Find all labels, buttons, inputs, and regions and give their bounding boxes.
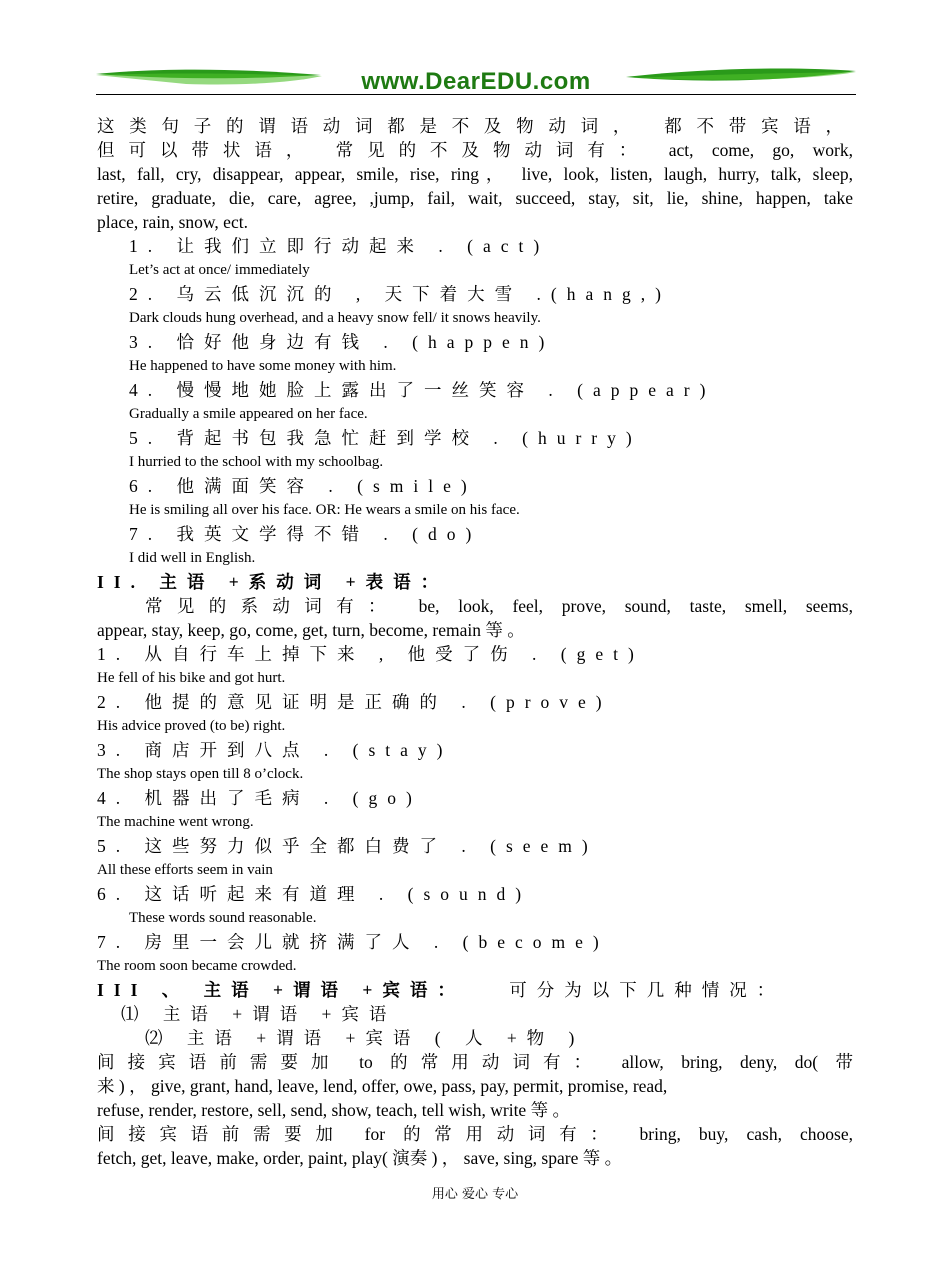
verb-list-line: refuse, render, restore, sell, send, show, teach, tell wish, write 等 。: [97, 1100, 570, 1120]
page-footer: 用心 爱心 专心: [431, 1187, 519, 1202]
exercise-question: 2. 他提的意见证明是正确的 . (prove): [97, 692, 612, 712]
verb-list-line: fetch, get, leave, make, order, paint, play( 演奏 ) ， save, sing, spare 等 。: [97, 1148, 623, 1168]
exercise-question: 5. 背起书包我急忙赶到学校 . (hurry): [129, 428, 642, 448]
exercise-answer: Let’s act at once/ immediately: [129, 262, 310, 278]
intro-line: retire, graduate, die, care, agree, ,jump, fail, wait, succeed, stay, sit, lie, shine, happen, take: [97, 188, 853, 208]
pattern-line: ⑴ 主语 +谓语 +宾语: [121, 1004, 397, 1024]
exercise-answer: The room soon became crowded.: [97, 958, 297, 974]
exercise-question: 6. 这话听起来有道理 . (sound): [97, 884, 532, 904]
header-rule: [96, 94, 856, 95]
section-heading-tail: 可分为以下几种情况：: [509, 980, 785, 1000]
pattern-line: ⑵ 主语 +谓语 +宾语 ( 人 +物 ): [145, 1028, 585, 1048]
exercise-answer: He fell of his bike and got hurt.: [97, 670, 286, 686]
exercise-answer: Gradually a smile appeared on her face.: [129, 406, 368, 422]
section-intro: appear, stay, keep, go, come, get, turn, become, remain 等 。: [97, 620, 525, 640]
section-heading: II. 主语 +系动词 +表语：: [97, 572, 449, 592]
exercise-question: 6. 他满面笑容 . (smile): [129, 476, 477, 496]
exercise-question: 4. 机器出了毛病 . (go): [97, 788, 422, 808]
exercise-answer: All these efforts seem in vain: [97, 862, 273, 878]
intro-line: 这类句子的谓语动词都是不及物动词， 都不带宾语，: [97, 116, 853, 136]
exercise-question: 1. 让我们立即行动起来 . (act): [129, 236, 550, 256]
section-heading-row: [97, 978, 853, 1002]
exercise-answer: Dark clouds hung overhead, and a heavy snow fell/ it snows heavily.: [129, 310, 541, 326]
intro-line: 但可以带状语， 常见的不及物动词有： act, come, go, work,: [97, 140, 853, 160]
exercise-answer: The machine went wrong.: [97, 814, 254, 830]
exercise-answer: These words sound reasonable.: [129, 910, 317, 926]
intro-line: place, rain, snow, ect.: [97, 212, 248, 232]
exercise-question: 3. 恰好他身边有钱 . (happen): [129, 332, 555, 352]
site-header: [96, 66, 856, 96]
exercise-question: 2. 乌云低沉沉的 , 天下着大雪 .(hang,): [129, 284, 671, 304]
exercise-answer: He is smiling all over his face. OR: He wears a smile on his face.: [129, 502, 520, 518]
exercise-question: 4. 慢慢地她脸上露出了一丝笑容 . (appear): [129, 380, 716, 400]
exercise-question: 7. 房里一会儿就挤满了人 . (become): [97, 932, 609, 952]
verb-list-line: 间接宾语前需要加 to 的常用动词有： allow, bring, deny, do( 带: [97, 1052, 853, 1072]
document-body: [97, 114, 853, 1170]
section-heading: III 、 主语 +谓语 +宾语：: [97, 980, 465, 1000]
site-logo[interactable]: www.DearEDU.com: [361, 68, 591, 95]
exercise-question: 3. 商店开到八点 . (stay): [97, 740, 453, 760]
exercise-question: 1. 从自行车上掉下来 , 他受了伤 . (get): [97, 644, 644, 664]
exercise-answer: I hurried to the school with my schoolbag.: [129, 454, 384, 470]
exercise-question: 7. 我英文学得不错 . (do): [129, 524, 482, 544]
exercise-answer: The shop stays open till 8 o’clock.: [97, 766, 304, 782]
exercise-question: 5. 这些努力似乎全都白费了 . (seem): [97, 836, 598, 856]
verb-list-line: 来 ) ， give, grant, hand, leave, lend, offer, owe, pass, pay, permit, promise, read,: [97, 1076, 668, 1096]
exercise-answer: I did well in English.: [129, 550, 256, 566]
exercise-answer: His advice proved (to be) right.: [97, 718, 286, 734]
exercise-answer: He happened to have some money with him.: [129, 358, 397, 374]
intro-line: last, fall, cry, disappear, appear, smile, rise, ring， live, look, listen, laugh, hurry, talk, sleep,: [97, 164, 853, 184]
section-intro: 常见的系动词有： be, look, feel, prove, sound, taste, smell, seems,: [145, 596, 853, 616]
verb-list-line: 间接宾语前需要加 for 的常用动词有： bring, buy, cash, choose,: [97, 1124, 853, 1144]
